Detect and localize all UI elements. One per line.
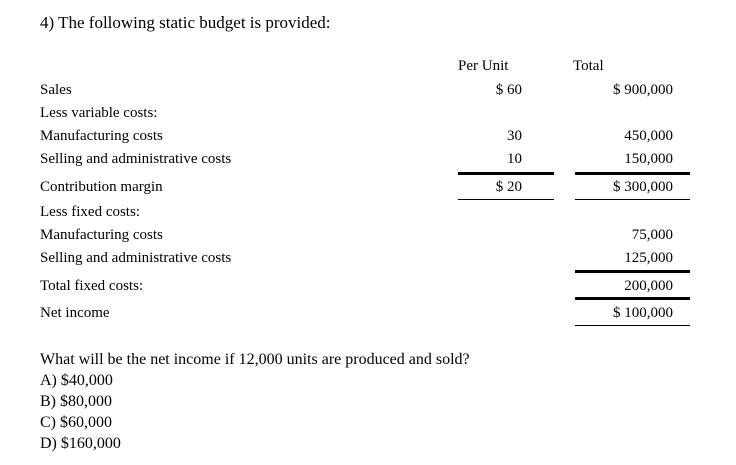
- option-d: D) $160,000: [40, 435, 121, 452]
- row-per-unit-var-selling: 10: [507, 151, 522, 167]
- row-label-net-income: Net income: [40, 305, 110, 321]
- row-label-fixed-selling: Selling and administrative costs: [40, 250, 232, 266]
- row-total-net-income: $ 100,000: [613, 305, 673, 321]
- row-per-unit-contribution-margin: $ 20: [495, 179, 522, 195]
- header-per-unit: Per Unit: [458, 58, 509, 74]
- option-b: B) $80,000: [40, 393, 112, 410]
- row-label-contribution-margin: Contribution margin: [40, 179, 163, 195]
- option-a: A) $40,000: [40, 372, 113, 389]
- row-total-fixed-selling: 125,000: [624, 250, 673, 266]
- row-label-less-fixed: Less fixed costs:: [40, 204, 140, 220]
- row-total-var-selling: 150,000: [624, 151, 673, 167]
- row-per-unit-sales: $ 60: [495, 82, 522, 98]
- row-label-var-selling: Selling and administrative costs: [40, 151, 232, 167]
- rule-net-income: [575, 325, 690, 326]
- row-per-unit-var-manufacturing: 30: [507, 128, 522, 144]
- row-label-fixed-manufacturing: Manufacturing costs: [40, 227, 163, 243]
- row-label-less-variable: Less variable costs:: [40, 105, 158, 121]
- row-total-fixed-manufacturing: 75,000: [631, 227, 673, 243]
- row-total-contribution-margin: $ 300,000: [613, 179, 673, 195]
- row-total-total-fixed: 200,000: [624, 278, 673, 294]
- row-total-sales: $ 900,000: [613, 82, 673, 98]
- row-label-var-manufacturing: Manufacturing costs: [40, 128, 163, 144]
- rule-per-unit-contribution: [458, 199, 554, 200]
- row-total-var-manufacturing: 450,000: [624, 128, 673, 144]
- rule-per-unit-subtotal: [458, 172, 554, 175]
- rule-total-fixed: [575, 270, 690, 273]
- question-text: What will be the net income if 12,000 units are produced and sold?: [40, 351, 470, 368]
- option-c: C) $60,000: [40, 414, 112, 431]
- row-label-total-fixed: Total fixed costs:: [40, 278, 144, 294]
- row-label-sales: Sales: [40, 82, 72, 98]
- rule-total-subtotal: [575, 172, 690, 175]
- problem-title: 4) The following static budget is provided:: [40, 13, 331, 32]
- rule-total-contribution: [575, 199, 690, 200]
- header-total: Total: [573, 58, 604, 74]
- rule-total-net: [575, 297, 690, 300]
